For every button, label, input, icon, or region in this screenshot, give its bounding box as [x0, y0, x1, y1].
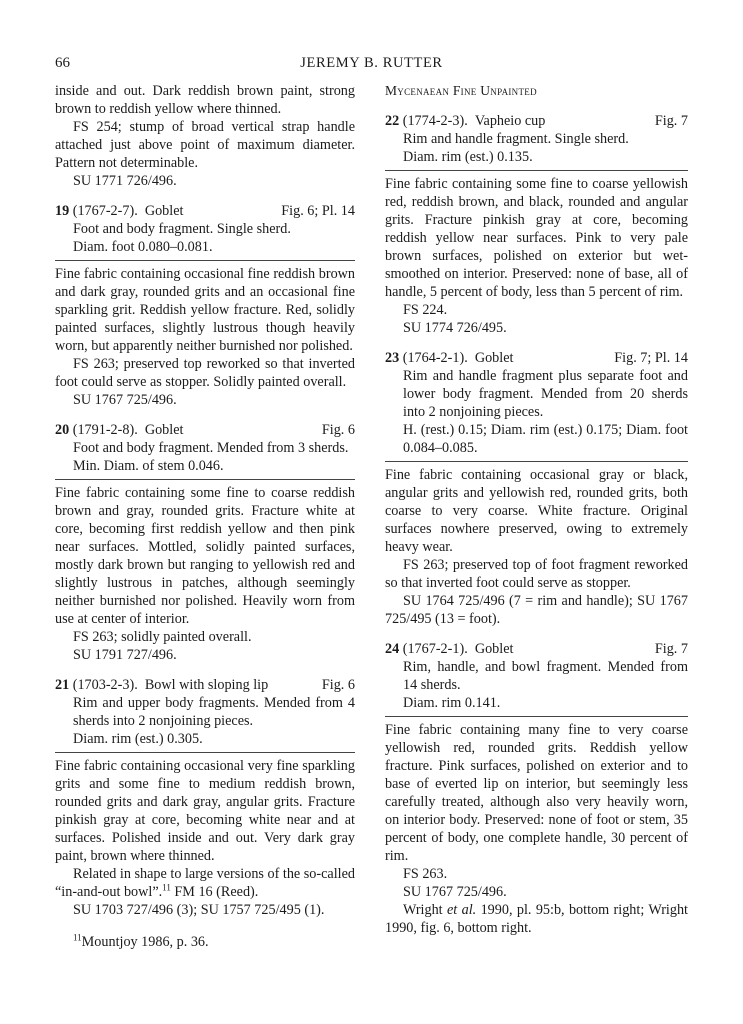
entry-number: 21 [55, 677, 70, 693]
entry-type: Goblet [144, 422, 184, 438]
entry-type: Bowl with sloping lip [144, 677, 269, 693]
entry-fabric: Fine fabric containing occasional fine reddish brown and dark gray, rounded grits and an occasional fine sparkling grit. Reddish yellow fracture. Red, solidly painted surfaces, slightly lustrous though heavily worn, but apparently neither burnished nor polished. [55, 266, 355, 354]
entry-description [55, 220, 355, 256]
divider [55, 479, 355, 480]
entry-heading [55, 202, 355, 220]
entry-figure-ref: Fig. 7 [654, 641, 688, 657]
entry-figure-ref: Fig. 6 [321, 422, 355, 438]
entry-bibliography [385, 901, 688, 937]
entry-dimensions: Diam. foot 0.080–0.081. [73, 239, 213, 255]
entry-id: (1764-2-1). [402, 350, 468, 366]
continued-description: inside and out. Dark reddish brown paint, strong brown to reddish yellow where thinned. [55, 83, 355, 117]
related-text: Related in shape to large versions of the so-called “in-and-out bowl”. [55, 866, 355, 900]
catalog-entry-19 [55, 202, 355, 409]
entry-id: (1703-2-3). [72, 677, 138, 693]
catalog-entry-23 [385, 349, 688, 628]
entry-type: Goblet [474, 350, 514, 366]
entry-fabric: Fine fabric containing occasional gray or black, angular grits and yellowish red, rounded grits, both coarse to very coarse. White fracture. Original surfaces nowhere preserved, owing to extremely heavy wear. [385, 467, 688, 555]
entry-description [55, 694, 355, 748]
entry-type: Vapheio cup [474, 113, 546, 129]
entry-heading [385, 112, 688, 130]
bib-citation: 1990, pl. 95:b, bottom right; Wright 1990, fig. 6, bottom right. [385, 902, 689, 936]
entry-description [55, 439, 355, 475]
entry-su: SU 1767 725/496. [403, 884, 507, 900]
footnote-text: Mountjoy 1986, p. 36. [81, 934, 209, 950]
entry-type: Goblet [474, 641, 514, 657]
footnote [55, 933, 355, 951]
left-column [55, 82, 355, 951]
entry-type: Goblet [144, 203, 184, 219]
entry-heading [385, 640, 688, 658]
catalog-entry-22 [385, 112, 688, 337]
divider [385, 716, 688, 717]
page-number: 66 [55, 55, 70, 71]
catalog-entry-21 [55, 676, 355, 919]
entry-fabric: Fine fabric containing occasional very fine sparkling grits and some fine to medium reddish brown, rounded grits and dark gray, angular grits. Fracture pinkish gray at core, becoming white near and at surfaces. Polished inside and out. Very dark gray paint, brown where thinned. [55, 758, 355, 864]
entry-description [385, 658, 688, 712]
entry-number: 20 [55, 422, 70, 438]
entry-title [55, 421, 183, 439]
entry-title [385, 349, 513, 367]
entry-number: 22 [385, 113, 400, 129]
entry-description [385, 367, 688, 457]
entry-fs: FS 263; solidly painted overall. [73, 629, 252, 645]
entry-fragment: Foot and body fragment. Single sherd. [73, 221, 291, 237]
entry-heading [55, 676, 355, 694]
entry-title [55, 202, 183, 220]
entry-number: 23 [385, 350, 400, 366]
divider [55, 260, 355, 261]
entry-id: (1767-2-7). [72, 203, 138, 219]
entry-dimensions: H. (rest.) 0.15; Diam. rim (est.) 0.175; Diam. foot 0.084–0.085. [403, 422, 688, 456]
entry-fabric: Fine fabric containing some fine to coarse yellowish red, reddish brown, and black, rounded and angular grits. Fracture pinkish gray at core, becoming reddish yellow near surfaces. Pink to very pale brown surfaces, polished on exterior but wet-smoothed on interior. Preserved: none of base, all of handle, 5 percent of body, less than 5 percent of rim. [385, 176, 688, 300]
entry-fragment: Rim and upper body fragments. Mended from 4 sherds into 2 nonjoining pieces. [73, 695, 355, 729]
entry-id: (1791-2-8). [72, 422, 138, 438]
entry-fabric: Fine fabric containing many fine to very coarse yellowish red, rounded grits. Reddish yellow fracture. Pink surfaces, polished on exterior and to base of everted lip on interior, but seemingly less carefully treated, although also very heavily worn, on interior body. Preserved: none of foot or stem, 35 percent of body, one complete handle, 30 percent of rim. [385, 722, 688, 864]
footnote-mark: 11 [73, 932, 82, 943]
entry-figure-ref: Fig. 7; Pl. 14 [614, 350, 688, 366]
entry-fabric: Fine fabric containing some fine to coarse reddish brown and gray, rounded grits. Fracture white at core, becoming first reddish yellow and then pink near surfaces. Mottled, solidly painted surfaces, mostly dark brown but ranging to yellowish red and slightly lustrous in patches, although seemingly neither burnished nor polished. Heavily worn from use at center of interior. [55, 485, 355, 627]
bib-author: Wright [403, 902, 447, 918]
section-heading: Mycenaean Fine Unpainted [385, 83, 537, 98]
entry-fs: FS 263; preserved top of foot fragment reworked so that inverted foot could serve as stopper. [385, 557, 688, 591]
entry-dimensions: Min. Diam. of stem 0.046. [73, 458, 224, 474]
entry-title [55, 676, 268, 694]
footnote-text-line [55, 933, 355, 951]
entry-dimensions: Diam. rim (est.) 0.305. [73, 731, 203, 747]
entry-related [55, 865, 355, 901]
entry-fragment: Rim and handle fragment plus separate foot and lower body fragment. Mended from 20 sherds into 2 nonjoining pieces. [403, 368, 688, 420]
right-column [385, 82, 688, 937]
entry-id: (1774-2-3). [402, 113, 468, 129]
bib-etal: et al. [447, 902, 477, 918]
catalog-entry-20 [55, 421, 355, 664]
entry-number: 19 [55, 203, 70, 219]
divider [385, 170, 688, 171]
entry-dimensions: Diam. rim 0.141. [403, 695, 501, 711]
entry-heading [385, 349, 688, 367]
continued-su: SU 1771 726/496. [73, 173, 177, 189]
entry-fragment: Foot and body fragment. Mended from 3 sherds. [73, 440, 349, 456]
continued-fs: FS 254; stump of broad vertical strap handle attached just above point of maximum diameter. Pattern not determinable. [55, 119, 355, 171]
entry-su: SU 1703 727/496 (3); SU 1757 725/495 (1). [73, 902, 325, 918]
catalog-entry-24 [385, 640, 688, 937]
related-tail: FM 16 (Reed). [170, 884, 259, 900]
divider [385, 461, 688, 462]
entry-figure-ref: Fig. 7 [654, 113, 688, 129]
entry-su: SU 1767 725/496. [73, 392, 177, 408]
entry-fs: FS 263. [403, 866, 448, 882]
divider [55, 752, 355, 753]
entry-fs: FS 263; preserved top reworked so that inverted foot could serve as stopper. Solidly painted overall. [55, 356, 355, 390]
entry-number: 24 [385, 641, 400, 657]
entry-su: SU 1774 726/495. [403, 320, 507, 336]
entry-fragment: Rim, handle, and bowl fragment. Mended from 14 sherds. [403, 659, 688, 693]
entry-fragment: Rim and handle fragment. Single sherd. [403, 131, 629, 147]
entry-title [385, 640, 513, 658]
entry-figure-ref: Fig. 6 [321, 677, 355, 693]
entry-fs: FS 224. [403, 302, 448, 318]
entry-figure-ref: Fig. 6; Pl. 14 [281, 203, 355, 219]
entry-heading [55, 421, 355, 439]
footnote-ref[interactable]: 11 [162, 882, 171, 893]
entry-dimensions: Diam. rim (est.) 0.135. [403, 149, 533, 165]
entry-title [385, 112, 545, 130]
entry-su: SU 1764 725/496 (7 = rim and handle); SU 1767 725/495 (13 = foot). [385, 593, 688, 627]
entry-description [385, 130, 688, 166]
running-head: JEREMY B. RUTTER [300, 55, 443, 71]
entry-id: (1767-2-1). [402, 641, 468, 657]
entry-su: SU 1791 727/496. [73, 647, 177, 663]
